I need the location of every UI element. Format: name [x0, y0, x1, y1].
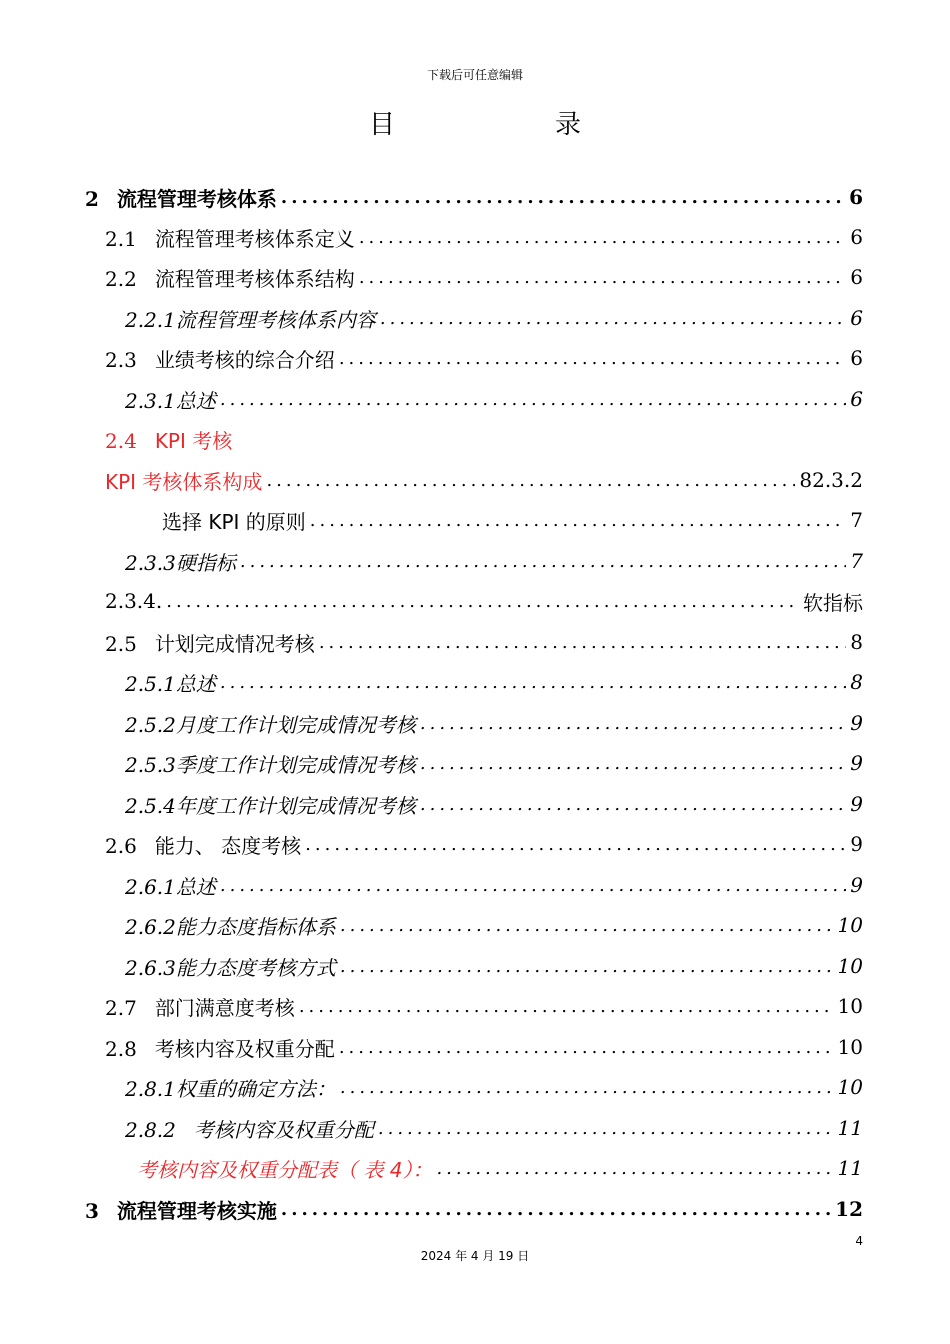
- toc-entry-label: 流程管理考核体系定义: [154, 226, 355, 251]
- toc-entry-2-6-1[interactable]: [125, 865, 863, 905]
- toc-dot-leader: [378, 1118, 834, 1139]
- toc-entry-2-5-2[interactable]: [125, 703, 863, 743]
- toc-entry-2-5-3[interactable]: [125, 743, 863, 783]
- header-note: 下载后可任意编辑: [426, 68, 523, 82]
- toc-entry-label: 总述: [175, 671, 216, 696]
- toc-entry-label: 月度工作计划完成情况考核: [175, 712, 416, 737]
- toc-entry-label: 业绩考核的综合介绍: [154, 347, 335, 372]
- toc-title: 目录: [368, 110, 741, 140]
- toc-entry-number: 2.7: [105, 995, 137, 1020]
- footer-date: 2024 年 4 月 19 日: [420, 1249, 530, 1263]
- toc-entry-number: 2.5.3: [125, 752, 176, 777]
- toc-entry-page: 10: [837, 954, 863, 978]
- toc-entry-page: 10: [837, 1075, 863, 1099]
- toc-entry-page: 9: [850, 751, 863, 775]
- toc-entry-page: 10: [837, 1035, 863, 1059]
- toc-dot-leader: [359, 267, 846, 288]
- toc-entry-2-4[interactable]: [105, 419, 863, 459]
- toc-entry-page: 6: [850, 306, 863, 330]
- toc-entry-weight-table[interactable]: [137, 1148, 863, 1188]
- toc-dot-leader: [359, 227, 846, 248]
- toc-entry-label: 总述: [175, 388, 216, 413]
- toc-entry-2-3-3[interactable]: [125, 541, 863, 581]
- toc-entry-number: 2.5: [105, 631, 137, 656]
- toc-entry-number: 2.6.2: [125, 914, 176, 939]
- toc-dot-leader: [319, 632, 846, 653]
- toc-entry-number: 2.3.1: [125, 388, 176, 413]
- toc-entry-page: 9: [850, 832, 863, 856]
- toc-entry-page: 9: [850, 711, 863, 735]
- toc-entry-number: 2.8.2: [125, 1117, 176, 1142]
- toc-entry-label: 季度工作计划完成情况考核: [175, 752, 416, 777]
- toc-entry-page: 8: [850, 670, 863, 694]
- toc-entry-page: 9: [850, 792, 863, 816]
- toc-entry-page: 12: [835, 1197, 863, 1221]
- toc-entry-2-2[interactable]: [105, 257, 863, 297]
- toc-entry-number: 2.3.4.: [105, 589, 163, 613]
- toc-entry-label: 选择 KPI 的原则: [162, 509, 306, 534]
- toc-entry-page: 6: [850, 225, 863, 249]
- toc-entry-kpi-system[interactable]: [105, 460, 863, 500]
- toc-dot-leader: [240, 551, 846, 572]
- toc-entry-page: 7: [850, 549, 863, 573]
- toc-entry-page: 82.3.2: [799, 468, 863, 492]
- toc-entry-page: 8: [850, 630, 863, 654]
- toc-dot-leader: [380, 308, 846, 329]
- toc-entry-2-2-1[interactable]: [125, 298, 863, 338]
- toc-entry-number: 2.2: [105, 266, 137, 291]
- toc-entry-number: 2.8: [105, 1036, 137, 1061]
- toc-entry-number: 2.2.1: [125, 307, 176, 332]
- toc-entry-2-8[interactable]: [105, 1027, 863, 1067]
- toc-entry-2-8-1[interactable]: [125, 1067, 863, 1107]
- toc-dot-leader: [220, 389, 846, 410]
- toc-entry-2-5[interactable]: [105, 622, 863, 662]
- toc-dot-leader: [281, 187, 845, 208]
- toc-entry-label: KPI 考核: [154, 428, 233, 453]
- toc-entry-page: 9: [850, 873, 863, 897]
- toc-entry-label: 考核内容及权重分配表（ 表 4）：: [137, 1157, 433, 1182]
- toc-entry-2[interactable]: [85, 177, 863, 217]
- toc-dot-leader: [340, 1077, 834, 1098]
- toc-entry-2-7[interactable]: [105, 986, 863, 1026]
- toc-entry-number: 2.3.3: [125, 550, 176, 575]
- toc-dot-leader: [305, 834, 846, 855]
- toc-entry-2-3-4[interactable]: [105, 581, 863, 621]
- toc-entry-number: 2.5.4: [125, 793, 176, 818]
- page-number: 4: [855, 1234, 863, 1248]
- toc-entry-label: KPI 考核体系构成: [105, 469, 263, 494]
- toc-entry-number: 2.6: [105, 833, 137, 858]
- toc-entry-number: 2.1: [105, 226, 137, 251]
- toc-entry-number: 2.6.3: [125, 955, 176, 980]
- toc-entry-2-6-3[interactable]: [125, 946, 863, 986]
- toc-dot-leader: [436, 1158, 833, 1179]
- toc-entry-3[interactable]: [85, 1189, 863, 1229]
- toc-entry-label: 能力态度考核方式: [175, 955, 336, 980]
- toc-dot-leader: [166, 591, 799, 612]
- toc-dot-leader: [266, 470, 795, 491]
- toc-entry-number: 2: [85, 186, 99, 211]
- toc-entry-label: 能力态度指标体系: [175, 914, 336, 939]
- toc-entry-label: 硬指标: [175, 550, 236, 575]
- toc-entry-number: 2.5.2: [125, 712, 176, 737]
- toc-dot-leader: [220, 875, 846, 896]
- toc-entry-page: 6: [850, 346, 863, 370]
- toc-dot-leader: [339, 1037, 834, 1058]
- toc-entry-number: 2.3: [105, 347, 137, 372]
- toc-entry-2-5-1[interactable]: [125, 662, 863, 702]
- toc-entry-number: 2.8.1: [125, 1076, 176, 1101]
- toc-entry-label: 计划完成情况考核: [154, 631, 315, 656]
- toc-entry-number: 2.4: [105, 428, 137, 453]
- toc-dot-leader: [339, 348, 846, 369]
- toc-dot-leader: [220, 672, 846, 693]
- toc-entry-2-1[interactable]: [105, 217, 863, 257]
- toc-entry-page: 7: [850, 508, 863, 532]
- toc-entry-page: 6: [849, 185, 863, 209]
- toc-entry-number: 2.6.1: [125, 874, 176, 899]
- toc-entry-label: 年度工作计划完成情况考核: [175, 793, 416, 818]
- toc-entry-label: 总述: [175, 874, 216, 899]
- toc-entry-label: 能力、 态度考核: [154, 833, 302, 858]
- toc-entry-label: 权重的确定方法：: [175, 1076, 336, 1101]
- toc-dot-leader: [281, 1199, 831, 1220]
- toc-dot-leader: [420, 753, 846, 774]
- toc-dot-leader: [420, 794, 846, 815]
- toc-entry-number: 3: [85, 1198, 99, 1223]
- toc-entry-label: 考核内容及权重分配: [154, 1036, 335, 1061]
- toc-entry-label: 流程管理考核体系结构: [154, 266, 355, 291]
- toc-entry-label: 流程管理考核体系: [116, 186, 277, 211]
- toc-entry-2-8-2[interactable]: [125, 1108, 863, 1148]
- toc-entry-2-3[interactable]: [105, 338, 863, 378]
- toc-dot-leader: [420, 713, 846, 734]
- toc-entry-label: 考核内容及权重分配: [193, 1117, 374, 1142]
- toc-dot-leader: [310, 510, 846, 531]
- toc-entry-page: 11: [837, 1156, 863, 1180]
- toc-entry-page: 10: [837, 994, 863, 1018]
- toc-entry-2-5-4[interactable]: [125, 784, 863, 824]
- toc-dot-leader: [340, 956, 834, 977]
- toc-dot-leader: [340, 915, 834, 936]
- toc-entry-page: 11: [837, 1116, 863, 1140]
- toc-entry-2-6-2[interactable]: [125, 905, 863, 945]
- toc-entry-page: 6: [850, 387, 863, 411]
- toc-entry-number: 2.5.1: [125, 671, 176, 696]
- toc-entry-page: 软指标: [803, 590, 863, 615]
- toc-entry-label: 流程管理考核实施: [116, 1198, 277, 1223]
- toc-entry-2-3-1[interactable]: [125, 379, 863, 419]
- toc-dot-leader: [299, 996, 834, 1017]
- toc-entry-page: 6: [850, 265, 863, 289]
- toc-entry-2-6[interactable]: [105, 824, 863, 864]
- toc-entry-label: 部门满意度考核: [154, 995, 295, 1020]
- toc-entry-kpi-principles[interactable]: [162, 500, 863, 540]
- toc-entry-label: 流程管理考核体系内容: [175, 307, 376, 332]
- toc-entry-page: 10: [837, 913, 863, 937]
